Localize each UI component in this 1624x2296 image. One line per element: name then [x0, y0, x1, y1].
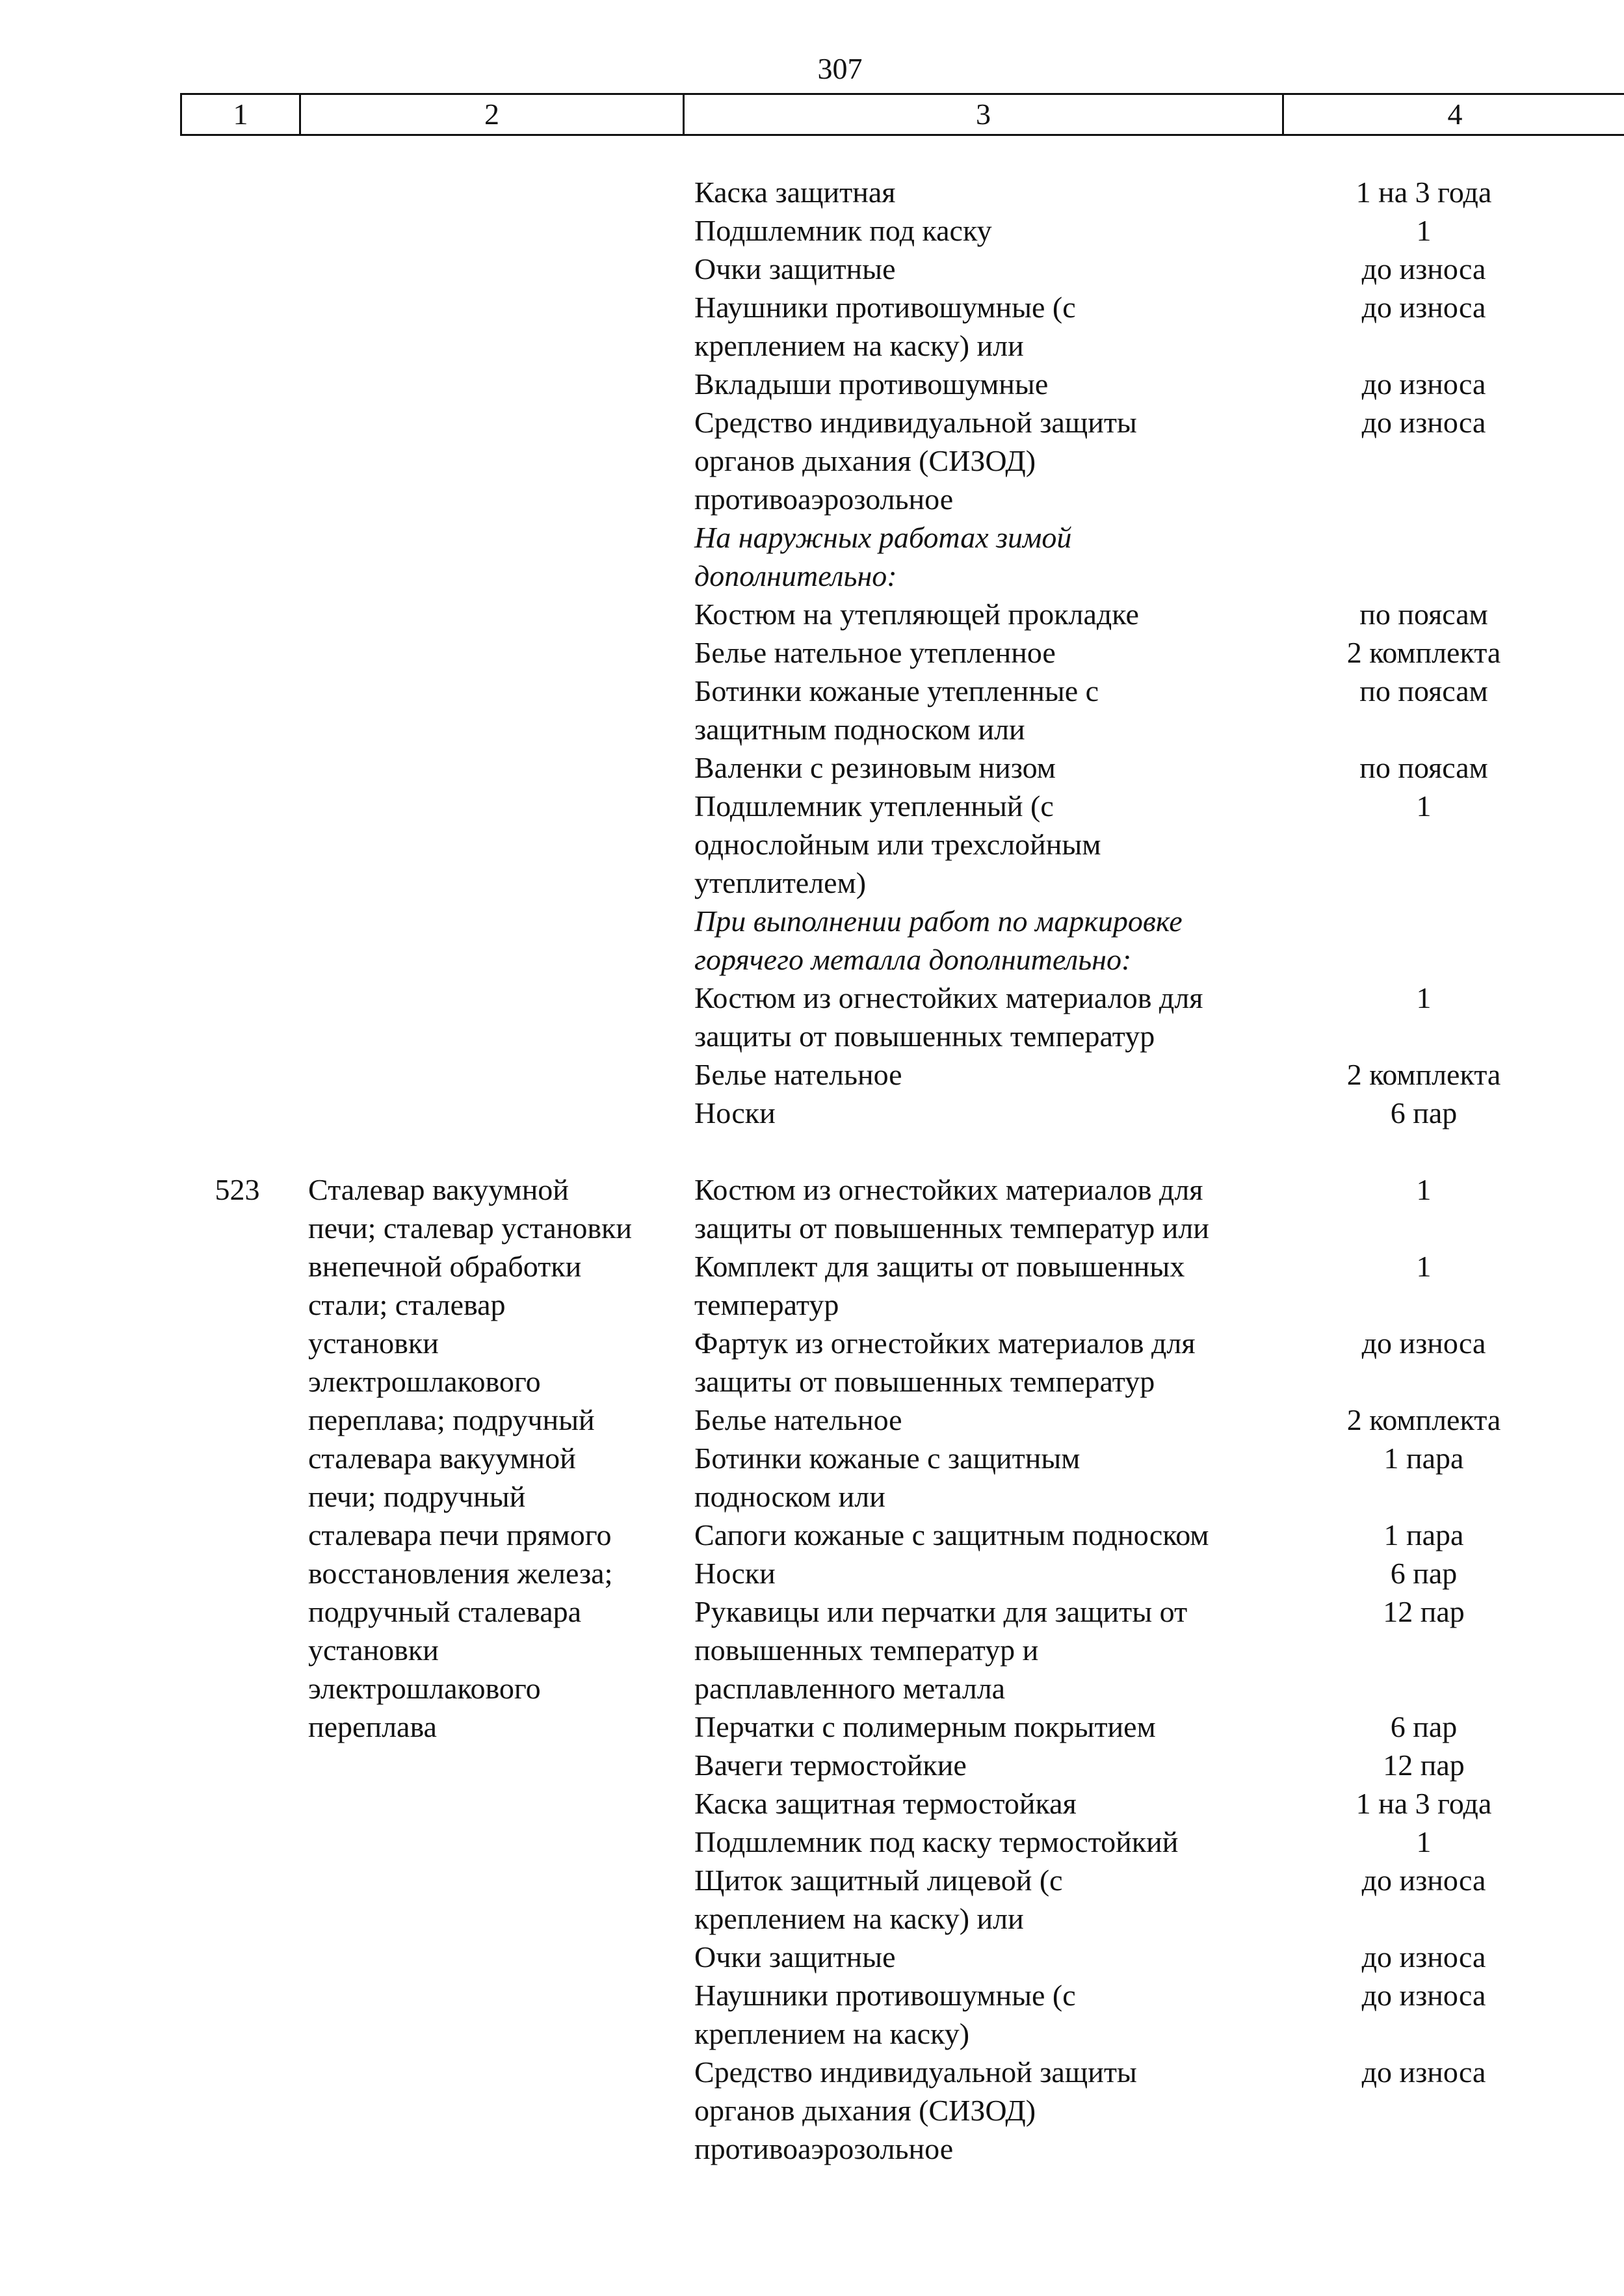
item-name: Носки	[694, 1096, 776, 1129]
list-item	[0, 595, 1624, 633]
list-item	[0, 2053, 1624, 2165]
item-norm: 2 комплекта	[1346, 1403, 1501, 1436]
item-name: Наушники противошумные (с креплением на каску) или	[694, 291, 1076, 362]
item-norm: 1	[1416, 789, 1432, 823]
item-norm: до износа	[1361, 1864, 1486, 1897]
item-norm: 6 пар	[1390, 1557, 1458, 1590]
item-name: Ботинки кожаные с защитным подноском или	[694, 1442, 1080, 1513]
column-header-2: 2	[301, 95, 685, 134]
section-note	[0, 902, 1624, 976]
item-name: Рукавицы или перчатки для защиты от повышенных температур и расплавленного металла	[694, 1595, 1188, 1705]
list-item	[0, 365, 1624, 403]
item-name: Подшлемник под каску термостойкий	[694, 1825, 1179, 1858]
column-header-3: 3	[685, 95, 1284, 134]
item-name: Вкладыши противошумные	[694, 367, 1049, 401]
item-name: Костюм из огнестойких материалов для защиты от повышенных температур	[694, 981, 1203, 1053]
item-norm: 1	[1416, 214, 1432, 247]
list-item	[0, 1401, 1624, 1439]
item-norm: до износа	[1361, 367, 1486, 401]
item-name: Ботинки кожаные утепленные с защитным подноском или	[694, 674, 1099, 746]
item-norm: до износа	[1361, 406, 1486, 439]
item-norm: по поясам	[1359, 751, 1488, 784]
item-name: Сапоги кожаные с защитным подноском	[694, 1518, 1209, 1551]
item-name: Средство индивидуальной защиты органов дыхания (СИЗОД) противоаэрозольное	[694, 2055, 1137, 2165]
list-item	[0, 1055, 1624, 1094]
item-name: Белье нательное	[694, 1058, 902, 1091]
item-name: Подшлемник утепленный (с однослойным или трехслойным утеплителем)	[694, 789, 1101, 899]
list-item	[0, 403, 1624, 516]
item-norm: 1	[1416, 1250, 1432, 1283]
item-name: Костюм из огнестойких материалов для защиты от повышенных температур или	[694, 1173, 1209, 1245]
item-norm: до износа	[1361, 291, 1486, 324]
item-norm: 1	[1416, 1825, 1432, 1858]
list-item	[0, 1708, 1624, 1746]
list-item	[0, 1516, 1624, 1554]
item-name: Очки защитные	[694, 1940, 896, 1973]
list-item	[0, 1746, 1624, 1784]
item-norm: до износа	[1361, 2055, 1486, 2089]
item-name: Вачеги термостойкие	[694, 1748, 967, 1782]
item-norm: 12 пар	[1383, 1595, 1465, 1628]
entry-number: 523	[215, 1173, 260, 1206]
item-norm: 1	[1416, 1173, 1432, 1206]
list-item	[0, 748, 1624, 787]
list-item	[0, 979, 1624, 1053]
column-header-4: 4	[1447, 98, 1463, 131]
item-norm: до износа	[1361, 1940, 1486, 1973]
item-name: Белье нательное утепленное	[694, 636, 1056, 669]
item-name: Каска защитная термостойкая	[694, 1787, 1077, 1820]
item-norm: 1	[1416, 981, 1432, 1014]
item-norm: 1 на 3 года	[1356, 1787, 1492, 1820]
item-name: Фартук из огнестойких материалов для защиты от повышенных температур	[694, 1326, 1196, 1398]
item-name: Валенки с резиновым низом	[694, 751, 1056, 784]
list-item	[0, 1861, 1624, 1935]
item-norm: 6 пар	[1390, 1096, 1458, 1129]
list-item	[0, 633, 1624, 672]
list-item	[0, 1784, 1624, 1823]
list-item	[0, 1938, 1624, 1976]
item-name: Наушники противошумные (с креплением на каску)	[694, 1979, 1076, 2050]
item-name: Белье нательное	[694, 1403, 902, 1436]
list-item	[0, 211, 1624, 250]
item-norm: 2 комплекта	[1346, 1058, 1501, 1091]
item-name: Комплект для защиты от повышенных температур	[694, 1250, 1185, 1321]
list-item	[0, 1439, 1624, 1513]
list-item	[0, 250, 1624, 288]
item-norm: 1 пара	[1383, 1442, 1464, 1475]
item-name: Средство индивидуальной защиты органов дыхания (СИЗОД) противоаэрозольное	[694, 406, 1137, 516]
item-norm: до износа	[1361, 1326, 1486, 1360]
note-text: При выполнении работ по маркировке горячего металла дополнительно:	[694, 904, 1183, 976]
item-name: Перчатки с полимерным покрытием	[694, 1710, 1156, 1743]
item-norm: до износа	[1361, 252, 1486, 285]
list-item	[0, 1170, 1624, 1245]
list-item	[0, 787, 1624, 899]
item-name: Каска защитная	[694, 176, 896, 209]
list-item	[0, 1247, 1624, 1321]
item-norm: 6 пар	[1390, 1710, 1458, 1743]
item-norm: 1 на 3 года	[1356, 176, 1492, 209]
note-text: На наружных работах зимой дополнительно:	[694, 521, 1072, 592]
list-item	[0, 1324, 1624, 1398]
profession-name: Сталевар вакуумной печи; сталевар установки внепечной обработки стали; сталевар установки электрошлакового переплава; подручный сталевара вакуумной печи; подручный сталевара печи прямого восстановления железа; подручный сталевара установки электрошлакового переплава	[308, 1173, 633, 1743]
page-number: 307	[817, 52, 863, 85]
list-item	[0, 288, 1624, 362]
item-norm: до износа	[1361, 1979, 1486, 2012]
list-item	[0, 1976, 1624, 2050]
column-header-1: 1	[182, 95, 301, 134]
item-norm: 2 комплекта	[1346, 636, 1501, 669]
list-item	[0, 1094, 1624, 1132]
list-item	[0, 1823, 1624, 1861]
list-item	[0, 672, 1624, 746]
item-norm: 1 пара	[1383, 1518, 1464, 1551]
list-item	[0, 173, 1624, 211]
item-norm: 12 пар	[1383, 1748, 1465, 1782]
section-note	[0, 518, 1624, 592]
item-name: Очки защитные	[694, 252, 896, 285]
item-norm: по поясам	[1359, 674, 1488, 707]
item-name: Подшлемник под каску	[694, 214, 992, 247]
list-item	[0, 1592, 1624, 1705]
item-name: Щиток защитный лицевой (с креплением на каску) или	[694, 1864, 1063, 1935]
item-name: Костюм на утепляющей прокладке	[694, 598, 1139, 631]
column-header-row	[180, 93, 1624, 136]
item-name: Носки	[694, 1557, 776, 1590]
item-norm: по поясам	[1359, 598, 1488, 631]
list-item	[0, 1554, 1624, 1592]
